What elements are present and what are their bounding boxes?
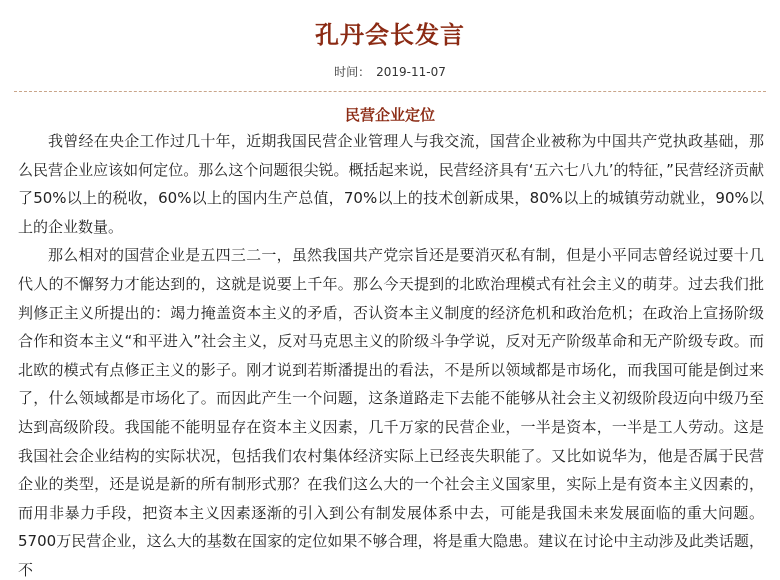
section-title: 民营企业定位	[344, 106, 435, 124]
paragraph-2: 那么相对的国营企业是五四三二一，虽然我国共产党宗旨还是要消灭私有制，但是小平同志曾经说过要十几代人的不懈努力才能达到的，这就是说要上千年。那么今天提到的北欧治理模式有社会主义的萌芽。过去我们批判修正主义所提出的：竭力掩盖资本主义的矛盾，否认资本主义制度的经济危机和政治危机；在政治上宣扬阶级合作和资本主义“和平进入”社会主义，反对马克思主义的阶级斗争学说，反对无产阶级革命和无产阶级专政。而北欧的模式有点修正主义的影子。刚才说到若斯潘提出的看法，不是所以领域都是市场化，而我国可能是倒过来了，什么领域都是市场化了。而因此产生一个问题，这条道路走下去能不能够从社会主义初级阶段迈向中级乃至达到高级阶段。我国能不能明显存在资本主义因素，几千万家的民营企业，一半是资本，一半是工人劳动。这是我国社会企业结构的实际状况，包括我们农村集体经济实际上已经丧失职能了。又比如说华为，他是否属于民营企业的类型，还是说是新的所有制形式那？在我们这么大的一个社会主义国家里，实际上是有资本主义因素的，而用非暴力手段，把资本主义因素逐渐的引入到公有制发展体系中去，可能是我国未来发展面临的重大问题。5700万民营企业，这么大的基数在国家的定位如果不够合理，将是重大隐患。建议在讨论中主动涉及此类话题，不	[18, 246, 764, 579]
publish-date: 2019-11-07	[376, 65, 446, 79]
article-body	[18, 127, 764, 580]
article-meta	[0, 63, 780, 81]
date-label: 时间：	[334, 65, 371, 79]
header-divider	[14, 91, 766, 92]
paragraph-1: 我曾经在央企工作过几十年，近期我国民营企业管理人与我交流，国营企业被称为中国共产党执政基础，那么民营企业应该如何定位。那么这个问题很尖锐。概括起来说，民营经济具有‘五六七八九’的特征，”民营经济贡献了50%以上的税收，60%以上的国内生产总值，70%以上的技术创新成果，80%以上的城镇劳动就业，90%以上的企业数量。	[18, 132, 764, 236]
article-title: 孔丹会长发言	[315, 21, 465, 49]
